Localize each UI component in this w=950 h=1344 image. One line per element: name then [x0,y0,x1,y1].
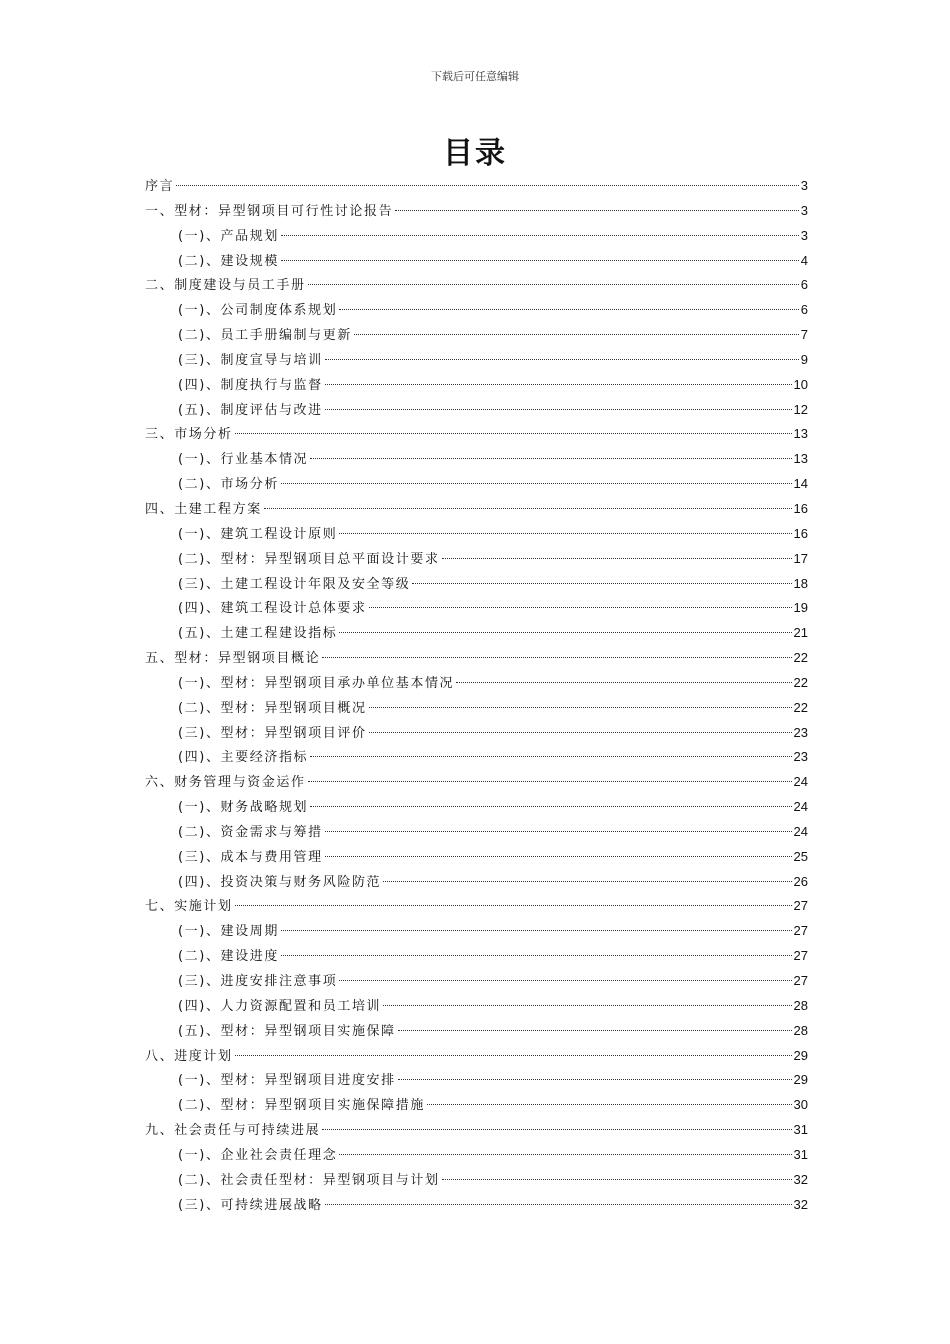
toc-section-entry[interactable] [145,969,808,994]
toc-page-number: 3 [800,227,808,243]
toc-dot-leader [235,433,792,434]
toc-page-number: 16 [793,525,808,541]
toc-page-number: 7 [800,327,808,343]
toc-page-number: 22 [793,674,808,690]
toc-section-entry[interactable] [145,696,808,721]
toc-dot-leader [322,1129,791,1130]
toc-page-number: 25 [793,848,808,864]
toc-entry-title: (二)、型材：异型钢项目总平面设计要求 [178,551,440,567]
toc-entry-title: (一)、产品规划 [178,228,279,244]
toc-page-number: 19 [793,600,808,616]
toc-section-entry[interactable] [145,944,808,969]
toc-entry-title: (四)、主要经济指标 [178,750,309,766]
toc-entry-title: (一)、公司制度体系规划 [178,303,338,319]
toc-page-number: 22 [793,699,808,715]
toc-dot-leader [339,533,791,534]
toc-dot-leader [325,856,792,857]
toc-page-number: 22 [793,650,808,666]
toc-page-number: 13 [793,426,808,442]
toc-entry-title: (二)、建设进度 [178,949,279,965]
toc-dot-leader [235,905,792,906]
toc-dot-leader [456,682,791,683]
toc-chapter-entry[interactable] [145,770,808,795]
toc-chapter-entry[interactable] [145,646,808,671]
toc-section-entry[interactable] [145,919,808,944]
toc-page-number: 12 [793,401,808,417]
toc-page-number: 18 [793,575,808,591]
toc-dot-leader [369,707,792,708]
toc-dot-leader [442,1179,792,1180]
toc-page-number: 28 [793,997,808,1013]
toc-dot-leader [325,831,792,832]
toc-page-number: 10 [793,376,808,392]
toc-page-number: 21 [793,625,808,641]
toc-dot-leader [325,384,792,385]
toc-entry-title: 九、社会责任与可持续进展 [145,1123,321,1139]
toc-entry-title: (四)、建筑工程设计总体要求 [178,601,367,617]
toc-entry-title: (四)、制度执行与监督 [178,377,323,393]
toc-entry-title: (三)、土建工程设计年限及安全等级 [178,576,411,592]
toc-section-entry[interactable] [145,745,808,770]
toc-page-number: 23 [793,749,808,765]
toc-chapter-entry[interactable] [145,1044,808,1069]
toc-section-entry[interactable] [145,596,808,621]
toc-dot-leader [235,1055,792,1056]
toc-dot-leader [339,980,791,981]
toc-page-number: 13 [793,451,808,467]
toc-entry-title: (三)、成本与费用管理 [178,849,323,865]
toc-entry-title: (三)、型材：异型钢项目评价 [178,725,367,741]
toc-dot-leader [308,284,799,285]
toc-entry-title: 一、型材：异型钢项目可行性讨论报告 [145,203,394,219]
toc-entry-title: (一)、型材：异型钢项目进度安排 [178,1073,396,1089]
toc-dot-leader [383,1005,791,1006]
toc-section-entry[interactable] [145,795,808,820]
toc-page-number: 27 [793,898,808,914]
toc-page-number: 6 [800,277,808,293]
toc-entry-title: (二)、员工手册编制与更新 [178,328,352,344]
toc-page-number: 27 [793,923,808,939]
toc-dot-leader [322,657,791,658]
toc-dot-leader [308,781,792,782]
toc-chapter-entry[interactable] [145,273,808,298]
toc-dot-leader [383,881,791,882]
toc-page-number: 14 [793,476,808,492]
toc-entry-title: (三)、进度安排注意事项 [178,974,338,989]
toc-dot-leader [339,309,798,310]
toc-entry-title: 序言 [145,179,175,194]
toc-entry-title: 八、进度计划 [145,1048,233,1064]
toc-entry-title: (五)、土建工程建设指标 [178,626,338,642]
toc-entry-title: 七、实施计划 [145,899,233,915]
toc-entry-title: 四、土建工程方案 [145,501,262,517]
toc-section-entry[interactable] [145,1168,808,1193]
toc-page-number: 30 [793,1097,808,1113]
toc-dot-leader [412,583,791,584]
toc-section-entry[interactable] [145,447,808,472]
toc-dot-leader [281,260,799,261]
toc-entry-title: (二)、型材：异型钢项目实施保障措施 [178,1098,425,1114]
toc-section-entry[interactable] [145,820,808,845]
toc-section-entry[interactable] [145,373,808,398]
toc-section-entry[interactable] [145,298,808,323]
toc-dot-leader [325,409,792,410]
toc-section-entry[interactable] [145,398,808,423]
toc-dot-leader [369,732,792,733]
toc-page-number: 27 [793,973,808,988]
toc-entry-title: (二)、资金需求与筹措 [178,824,323,840]
toc-section-entry[interactable] [145,721,808,746]
toc-section-entry[interactable] [145,870,808,895]
page-title: 目录 [443,136,507,171]
toc-entry-title: (二)、建设规模 [178,253,279,269]
toc-section-entry[interactable] [145,1093,808,1118]
toc-page-number: 24 [793,799,808,815]
toc-dot-leader [398,1030,792,1031]
toc-dot-leader [369,607,792,608]
toc-page-number: 32 [793,1196,808,1212]
toc-chapter-entry[interactable] [145,497,808,522]
toc-section-entry[interactable] [145,1068,808,1093]
toc-page-number: 9 [800,351,808,367]
toc-dot-leader [310,806,791,807]
toc-dot-leader [281,930,792,931]
toc-dot-leader [339,1154,791,1155]
toc-dot-leader [310,458,791,459]
toc-entry-title: 五、型材：异型钢项目概论 [145,651,321,667]
toc-dot-leader [339,632,791,633]
toc-page-number: 24 [793,823,808,839]
toc-section-entry[interactable] [145,1193,808,1218]
toc-page-number: 17 [793,550,808,566]
toc-entry-title: (五)、制度评估与改进 [178,402,323,418]
toc-entry-title: (一)、建设周期 [178,924,279,940]
toc-entry-title: 六、财务管理与资金运作 [145,775,306,791]
toc-dot-leader [442,558,792,559]
toc-page-number: 3 [800,202,808,218]
toc-entry-title: 二、制度建设与员工手册 [145,278,306,294]
toc-entry-title: (二)、社会责任型材：异型钢项目与计划 [178,1172,440,1188]
toc-page-number: 24 [793,774,808,790]
toc-section-entry[interactable] [145,1019,808,1044]
toc-page-number: 3 [800,178,808,193]
toc-dot-leader [310,756,791,757]
toc-entry-title: (三)、制度宣导与培训 [178,352,323,368]
toc-chapter-entry[interactable] [145,1118,808,1143]
toc-dot-leader [427,1104,792,1105]
toc-page-number: 28 [793,1022,808,1038]
toc-dot-leader [354,334,799,335]
header-note: 下载后可任意编辑 [431,70,519,83]
table-of-contents [145,174,808,1217]
toc-entry-title: (一)、企业社会责任理念 [178,1147,338,1163]
toc-section-entry[interactable] [145,547,808,572]
toc-chapter-entry[interactable] [145,894,808,919]
toc-chapter-entry[interactable] [145,199,808,224]
toc-page-number: 27 [793,948,808,964]
toc-page-number: 4 [800,252,808,268]
toc-entry-title: (一)、行业基本情况 [178,452,309,468]
toc-section-entry[interactable] [145,671,808,696]
toc-entry-title: (二)、型材：异型钢项目概况 [178,700,367,716]
toc-section-entry[interactable] [145,621,808,646]
toc-section-entry[interactable] [145,845,808,870]
toc-section-entry[interactable] [145,249,808,274]
toc-section-entry[interactable] [145,472,808,497]
toc-page-number: 23 [793,724,808,740]
toc-chapter-entry[interactable] [145,174,808,199]
toc-section-entry[interactable] [145,572,808,597]
toc-section-entry[interactable] [145,994,808,1019]
toc-chapter-entry[interactable] [145,422,808,447]
toc-entry-title: 三、市场分析 [145,427,233,443]
toc-page-number: 31 [793,1122,808,1138]
toc-section-entry[interactable] [145,522,808,547]
toc-dot-leader [281,235,799,236]
toc-page-number: 16 [793,500,808,516]
toc-page-number: 26 [793,873,808,889]
toc-entry-title: (一)、财务战略规划 [178,800,309,816]
toc-entry-title: (五)、型材：异型钢项目实施保障 [178,1023,396,1039]
toc-page-number: 31 [793,1146,808,1162]
toc-entry-title: (一)、型材：异型钢项目承办单位基本情况 [178,675,455,691]
toc-section-entry[interactable] [145,323,808,348]
toc-section-entry[interactable] [145,224,808,249]
toc-page-number: 29 [793,1072,808,1088]
toc-dot-leader [325,1204,792,1205]
toc-dot-leader [281,955,792,956]
toc-dot-leader [395,210,799,211]
toc-entry-title: (三)、可持续进展战略 [178,1197,323,1213]
toc-page-number: 29 [793,1047,808,1063]
toc-section-entry[interactable] [145,348,808,373]
toc-page-number: 6 [800,302,808,318]
toc-dot-leader [264,508,792,509]
toc-section-entry[interactable] [145,1143,808,1168]
toc-dot-leader [398,1079,792,1080]
toc-entry-title: (四)、人力资源配置和员工培训 [178,998,382,1014]
toc-dot-leader [281,483,792,484]
toc-page-number: 32 [793,1171,808,1187]
toc-dot-leader [176,185,799,186]
toc-dot-leader [325,359,799,360]
toc-entry-title: (一)、建筑工程设计原则 [178,526,338,542]
toc-entry-title: (四)、投资决策与财务风险防范 [178,874,382,890]
toc-entry-title: (二)、市场分析 [178,477,279,493]
